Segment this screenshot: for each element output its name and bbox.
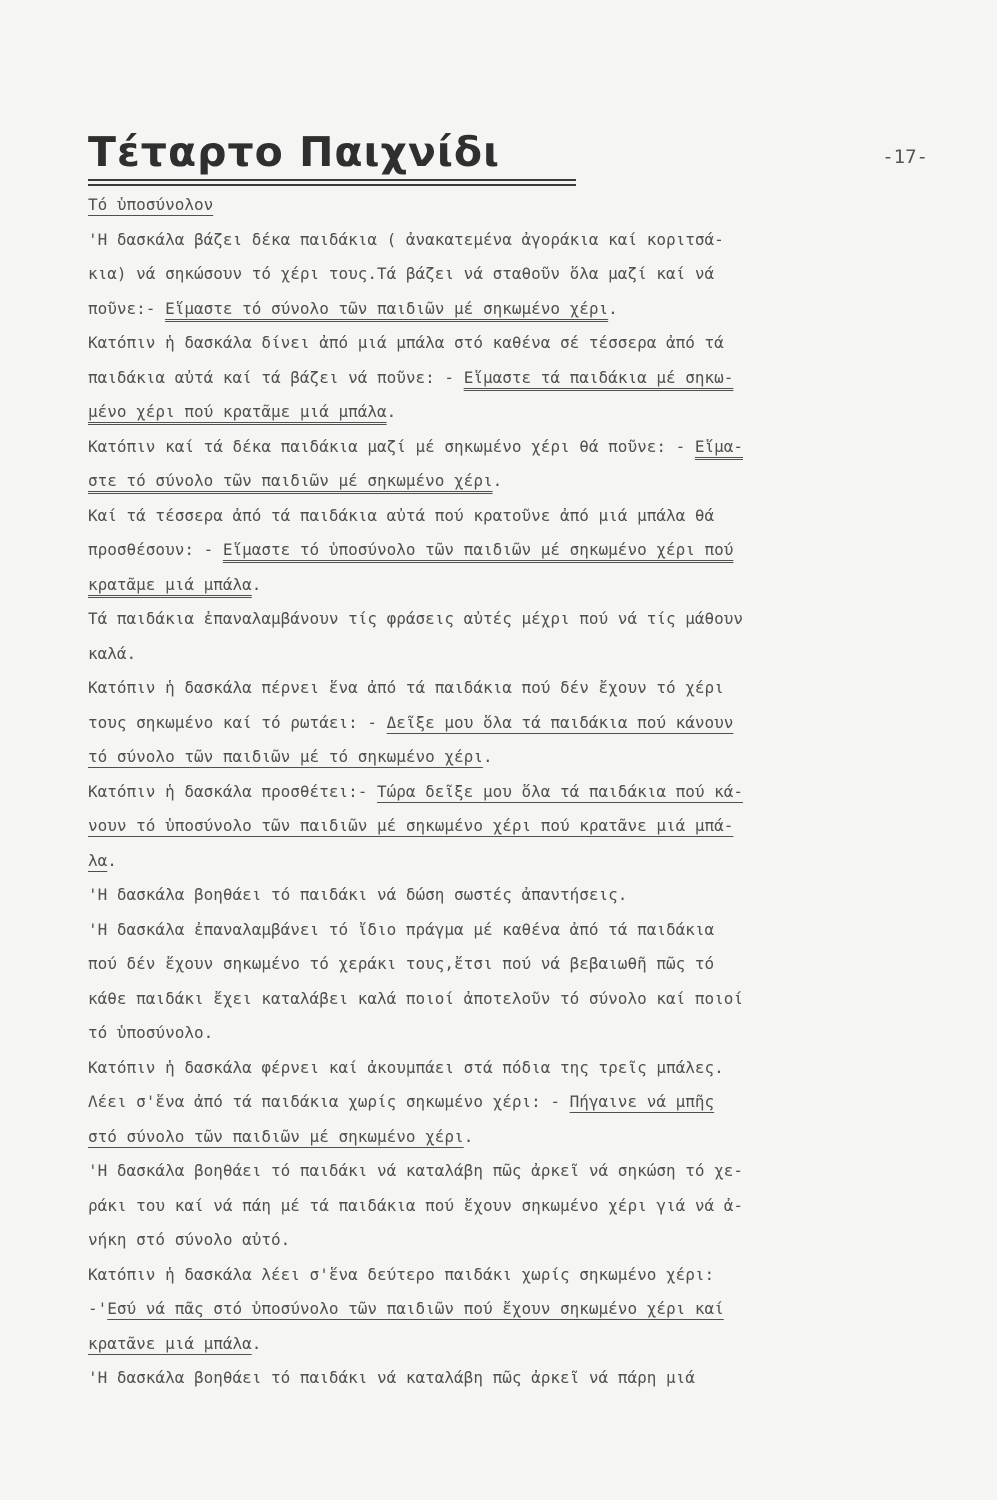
text-segment: .	[251, 1333, 262, 1353]
underlined-phrase: στε τό σύνολο τῶν παιδιῶν μέ σηκωμένο χέρι	[88, 471, 493, 490]
text-line	[88, 844, 928, 879]
text-line	[88, 1154, 928, 1189]
text-line	[88, 464, 928, 499]
underlined-phrase: Εἵμαστε τό ὑποσύνολο τῶν παιδιῶν μέ σηκωμένο χέρι πού	[222, 540, 734, 559]
text-segment: παιδάκια αὐτά καί τά βάζει νά ποῦνε: -	[88, 367, 464, 387]
underlined-phrase: Τό ὑποσύνολον	[88, 195, 214, 214]
underlined-phrase: Δεῖξε μου ὅλα τά παιδάκια πού κάνουν	[386, 712, 734, 732]
text-segment: ποῦνε:-	[88, 298, 166, 318]
text-segment: 'Η δασκάλα ἐπαναλαμβάνει τό ἴδιο πράγμα μέ καθένα ἀπό τά παιδάκια	[88, 919, 715, 939]
underlined-phrase: κρατᾶνε μιά μπάλα	[88, 1333, 252, 1353]
text-line	[88, 637, 928, 672]
underlined-phrase: Εἵμα-	[694, 436, 744, 456]
text-line	[88, 1085, 928, 1120]
text-segment: .	[608, 298, 618, 318]
text-segment: -'	[88, 1299, 108, 1318]
text-line	[88, 706, 928, 741]
text-line	[88, 568, 928, 603]
text-segment: νήκη στό σύνολο αὐτό.	[88, 1230, 291, 1249]
underlined-phrase: στό σύνολο τῶν παιδιῶν μέ σηκωμένο χέρι	[88, 1126, 464, 1146]
text-line	[88, 395, 928, 430]
text-segment: τό ὑποσύνολο.	[88, 1023, 214, 1042]
title-underline	[88, 179, 576, 181]
underlined-phrase: τό σύνολο τῶν παιδιῶν μέ τό σηκωμένο χέρι	[88, 747, 483, 766]
text-segment: Κατόπιν ἡ δασκάλα λέει σ'ἕνα δεύτερο παιδάκι χωρίς σηκωμένο χέρι:	[88, 1264, 715, 1284]
text-segment: .	[463, 1126, 474, 1146]
text-line	[88, 1223, 928, 1258]
text-line	[88, 602, 928, 637]
text-segment: .	[251, 574, 262, 594]
text-segment: ράκι του καί νά πάη μέ τά παιδάκια πού ἔχουν σηκωμένο χέρι γιά νά ἀ-	[88, 1195, 744, 1215]
text-line	[88, 1051, 928, 1086]
text-line	[88, 1016, 928, 1051]
text-line	[88, 878, 928, 913]
text-line	[88, 1361, 928, 1396]
text-line	[88, 533, 928, 568]
body-text	[88, 188, 928, 1396]
text-segment: πού δέν ἔχουν σηκωμένο τό χεράκι τους,ἔτσι πού νά βεβαιωθῆ πῶς τό	[88, 954, 715, 973]
text-segment: .	[386, 402, 397, 421]
text-line	[88, 1120, 928, 1155]
text-segment: κάθε παιδάκι ἔχει καταλάβει καλά ποιοί ἀποτελοῦν τό σύνολο καί ποιοί	[88, 988, 744, 1008]
text-segment: Κατόπιν καί τά δέκα παιδάκια μαζί μέ σηκωμένο χέρι θά ποῦνε: -	[88, 436, 695, 456]
text-line	[88, 326, 928, 361]
text-segment: 'Η δασκάλα βοηθάει τό παιδάκι νά δώση σωστές ἀπαντήσεις.	[88, 885, 628, 904]
text-line	[88, 292, 928, 327]
text-line	[88, 257, 928, 292]
underlined-phrase: λα	[88, 850, 108, 870]
text-line	[88, 1189, 928, 1224]
text-line	[88, 499, 928, 534]
text-segment: κια) νά σηκώσουν τό χέρι τους.Τά βάζει νά σταθοῦν ὅλα μαζί καί νά	[88, 264, 715, 283]
text-segment: προσθέσουν: -	[88, 540, 223, 559]
text-line	[88, 1292, 928, 1327]
text-segment: 'Η δασκάλα βάζει δέκα παιδάκια ( ἀνακατεμένα ἀγοράκια καί κοριτσά-	[88, 229, 724, 249]
page-header	[88, 128, 928, 190]
text-segment: 'Η δασκάλα βοηθάει τό παιδάκι νά καταλάβη πῶς ἀρκεῖ νά σηκώση τό χε-	[88, 1161, 744, 1180]
underlined-phrase: κρατᾶμε μιά μπάλα	[88, 574, 252, 594]
text-segment: Κατόπιν ἡ δασκάλα προσθέτει:-	[88, 781, 377, 801]
text-line	[88, 1258, 928, 1293]
text-segment: Κατόπιν ἡ δασκάλα φέρνει καί ἀκουμπάει στά πόδια της τρεῖς μπάλες.	[88, 1057, 724, 1077]
text-segment: 'Η δασκάλα βοηθάει τό παιδάκι νά καταλάβη πῶς ἀρκεῖ νά πάρη μιά	[88, 1368, 695, 1387]
text-line	[88, 809, 928, 844]
text-segment: τους σηκωμένο καί τό ρωτάει: -	[88, 712, 387, 732]
text-line	[88, 188, 928, 223]
text-line	[88, 671, 928, 706]
text-segment: καλά.	[88, 643, 137, 663]
text-segment: .	[107, 850, 117, 870]
underlined-phrase: Τώρα δεῖξε μου ὅλα τά παιδάκια πού κά-	[376, 781, 744, 801]
page-number: -17-	[882, 146, 928, 168]
underlined-phrase: μένο χέρι πού κρατᾶμε μιά μπάλα	[88, 402, 387, 421]
text-line	[88, 947, 928, 982]
text-line	[88, 775, 928, 810]
text-segment: .	[482, 747, 493, 766]
title-underline-second	[88, 184, 576, 186]
text-segment: Καί τά τέσσερα ἀπό τά παιδάκια αὐτά πού κρατοῦνε ἀπό μιά μπάλα θά	[88, 505, 715, 525]
underlined-phrase: Εσύ νά πᾶς στό ὑποσύνολο τῶν παιδιῶν πού ἔχουν σηκωμένο χέρι καί	[107, 1299, 724, 1318]
text-segment: Κατόπιν ἡ δασκάλα δίνει ἀπό μιά μπάλα στό καθένα σέ τέσσερα ἀπό τά	[88, 333, 724, 352]
text-line	[88, 740, 928, 775]
text-segment: Τά παιδάκια ἐπαναλαμβάνουν τίς φράσεις αὐτές μέχρι πού νά τίς μάθουν	[88, 609, 744, 628]
text-line	[88, 913, 928, 948]
text-line	[88, 223, 928, 258]
underlined-phrase: νουν τό ὑποσύνολο τῶν παιδιῶν μέ σηκωμένο χέρι πού κρατᾶνε μιά μπά-	[88, 816, 734, 835]
underlined-phrase: Πήγαινε νά μπῆς	[569, 1092, 715, 1111]
text-line	[88, 361, 928, 396]
text-segment: .	[492, 471, 503, 490]
page-title: Τέταρτο Παιχνίδι	[88, 128, 501, 176]
text-segment: Λέει σ'ἕνα ἀπό τά παιδάκια χωρίς σηκωμένο χέρι: -	[88, 1092, 570, 1111]
text-segment: Κατόπιν ἡ δασκάλα πέρνει ἕνα ἀπό τά παιδάκια πού δέν ἔχουν τό χέρι	[88, 678, 724, 697]
text-line	[88, 982, 928, 1017]
underlined-phrase: Εἵμαστε τά παιδάκια μέ σηκω-	[463, 367, 734, 387]
underlined-phrase: Εἵμαστε τό σύνολο τῶν παιδιῶν μέ σηκωμένο χέρι	[165, 298, 609, 318]
text-line	[88, 430, 928, 465]
text-line	[88, 1327, 928, 1362]
